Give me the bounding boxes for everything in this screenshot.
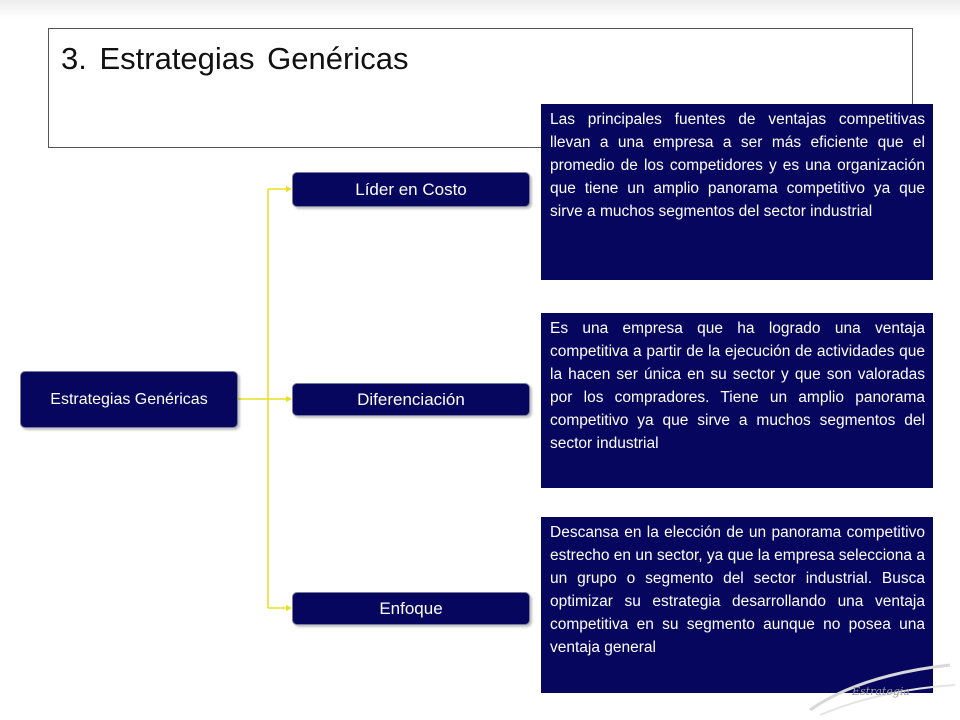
watermark-text: Estrategia bbox=[852, 685, 910, 698]
root-node: Estrategias Genéricas bbox=[20, 371, 238, 428]
page-title: 3. Estrategias Genéricas bbox=[61, 41, 409, 76]
description-lider-costo: Las principales fuentes de ventajas competitivas llevan a una empresa a ser más eficiente que el promedio de los competidores y es una organización que tiene un amplio panorama competitivo ya que sirve a muchos segmentos del sector industrial bbox=[541, 104, 933, 280]
branch-node-diferenciacion: Diferenciación bbox=[292, 383, 530, 416]
description-diferenciacion: Es una empresa que ha logrado una ventaja competitiva a partir de la ejecución de actividades que la hacen ser única en su sector y que son valoradas por los compradores. Tiene un amplio panorama competitivo ya que sirve a muchos segmentos del sector industrial bbox=[541, 313, 933, 488]
branch-node-lider-costo: Líder en Costo bbox=[292, 172, 530, 207]
description-enfoque: Descansa en la elección de un panorama competitivo estrecho en un sector, ya que la empresa selecciona a un grupo o segmento del sector industrial. Busca optimizar su estrategia desarrollando una ventaja competitiva en su segmento aunque no posea una ventaja general bbox=[541, 517, 933, 693]
branch-node-enfoque: Enfoque bbox=[292, 592, 530, 625]
